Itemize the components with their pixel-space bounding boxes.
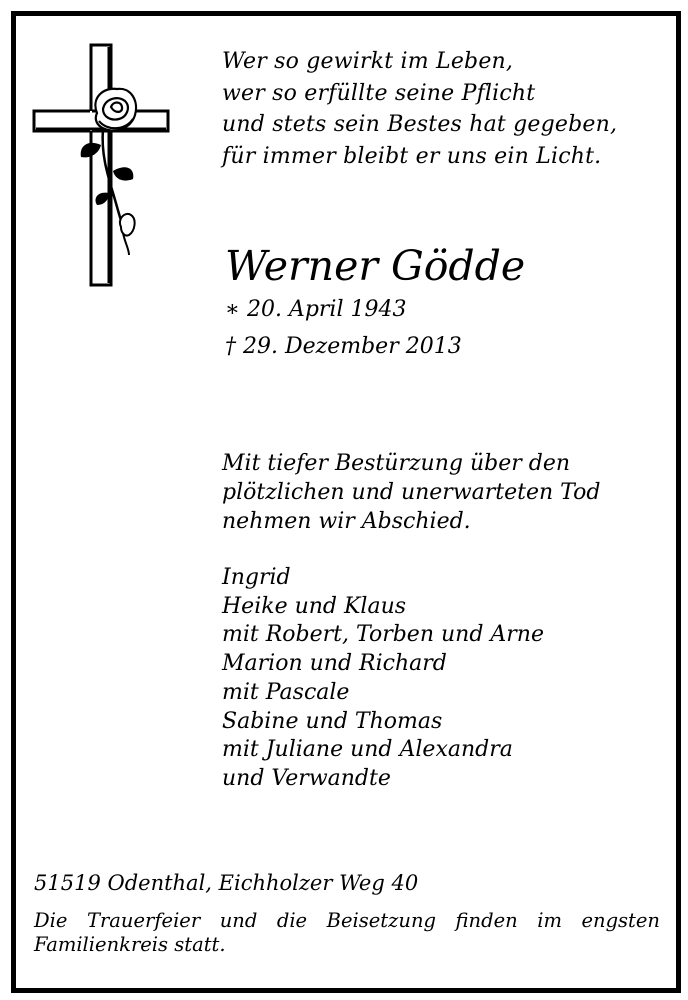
mourner-line: Heike und Klaus [222, 593, 407, 619]
message-line: nehmen wir Abschied. [222, 509, 471, 534]
mourner-line: Ingrid [222, 565, 291, 590]
rose-bud-icon [120, 214, 135, 255]
obituary-frame [11, 11, 681, 993]
poem-line: Wer so gewirkt im Leben, [222, 49, 514, 74]
mourner-line: und Verwandte [222, 765, 391, 791]
mourner-line: mit Pascale [222, 679, 350, 705]
rose-leaf-right [113, 167, 133, 180]
address: 51519 Odenthal, Eichholzer Weg 40 [34, 871, 419, 895]
poem-line: wer so erfüllte seine Pflicht [222, 80, 536, 106]
rose-icon [95, 89, 136, 131]
birth-date: ∗ 20. April 1943 [225, 297, 407, 322]
mourner-line: Sabine und Thomas [222, 708, 443, 734]
funeral-notice: Die Trauerfeier und die Beisetzung finden im engsten Familienkreis statt. [34, 909, 660, 956]
mourner-line: Marion und Richard [222, 651, 447, 677]
message-line: plötzlichen und unerwarteten Tod [222, 480, 601, 505]
deceased-name: Werner Gödde [225, 242, 526, 290]
poem [222, 46, 617, 172]
poem-line: für immer bleibt er uns ein Licht. [222, 143, 602, 169]
message-line: Mit tiefer Bestürzung über den [222, 451, 571, 476]
condolence-message [222, 449, 600, 536]
mourner-line: mit Robert, Torben und Arne [222, 622, 544, 648]
mourners-list [222, 564, 544, 794]
poem-line: und stets sein Bestes hat gegeben, [222, 112, 618, 137]
cross-with-rose-icon [31, 43, 176, 293]
death-date: † 29. Dezember 2013 [225, 334, 462, 359]
mourner-line: mit Juliane und Alexandra [222, 737, 513, 763]
